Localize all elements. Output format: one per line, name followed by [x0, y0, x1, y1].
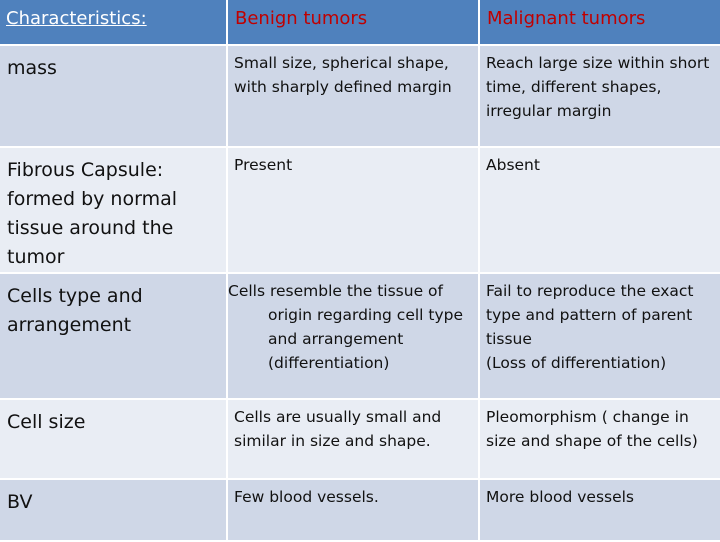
row-label: Cell size: [7, 411, 86, 433]
row-label-cell: [0, 274, 228, 400]
row-label: mass: [7, 57, 57, 79]
row-label-cell: [0, 148, 228, 274]
malignant-cell: [480, 400, 720, 480]
header-cell-malignant: [480, 0, 720, 46]
malignant-cell: [480, 46, 720, 148]
benign-text: Few blood vessels.: [234, 488, 379, 506]
malignant-text: Pleomorphism ( change in size and shape of the cells): [486, 408, 698, 450]
table-row: [0, 400, 720, 480]
table-row: [0, 148, 720, 274]
table-row: [0, 480, 720, 542]
header-benign: Benign tumors: [235, 8, 368, 29]
malignant-text: Reach large size within short time, different shapes, irregular margin: [486, 54, 710, 120]
table-row: [0, 274, 720, 400]
row-label: Fibrous Capsule: formed by normal tissue around the tumor: [7, 159, 178, 268]
malignant-text: More blood vessels: [486, 488, 635, 506]
benign-text: Small size, spherical shape, with sharply defined margin: [234, 54, 452, 96]
header-malignant: Malignant tumors: [487, 8, 646, 29]
header-cell-benign: [228, 0, 480, 46]
row-label-cell: [0, 400, 228, 480]
benign-cell: [228, 46, 480, 148]
benign-text: Cells resemble the tissue of origin regarding cell type and arrangement (differentiation): [228, 282, 464, 372]
header-characteristics: Characteristics:: [6, 8, 147, 29]
benign-cell: [228, 400, 480, 480]
header-cell-characteristics: [0, 0, 228, 46]
benign-cell: [228, 274, 480, 400]
benign-text: Present: [234, 156, 293, 174]
malignant-text: Fail to reproduce the exact type and pattern of parent tissue (Loss of differentiation): [486, 282, 694, 372]
table-header-row: [0, 0, 720, 46]
malignant-text: Absent: [486, 156, 540, 174]
benign-text: Cells are usually small and similar in size and shape.: [234, 408, 442, 450]
benign-cell: [228, 148, 480, 274]
malignant-cell: [480, 480, 720, 542]
malignant-cell: [480, 148, 720, 274]
row-label: Cells type and arrangement: [7, 285, 143, 336]
table-row: [0, 46, 720, 148]
row-label: BV: [7, 491, 33, 513]
benign-cell: [228, 480, 480, 542]
malignant-cell: [480, 274, 720, 400]
row-label-cell: [0, 480, 228, 542]
row-label-cell: [0, 46, 228, 148]
